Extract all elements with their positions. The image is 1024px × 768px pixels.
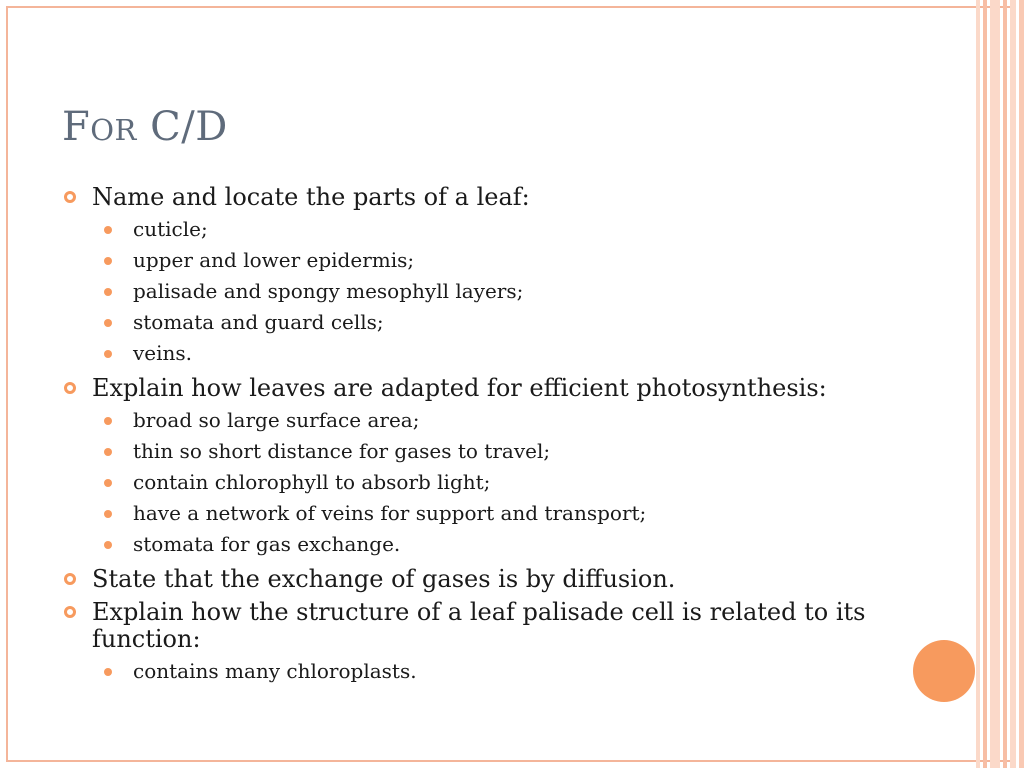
title-initial: F xyxy=(62,104,91,150)
bullet-text: Explain how leaves are adapted for efficient photosynthesis: xyxy=(92,374,827,402)
sub-bullet-list xyxy=(62,656,882,687)
bullet-item xyxy=(62,566,882,593)
sub-bullet-text: palisade and spongy mesophyll layers; xyxy=(133,279,524,303)
dot-bullet-icon xyxy=(104,668,112,676)
ring-bullet-icon xyxy=(64,191,76,203)
ring-bullet-icon xyxy=(64,573,76,585)
decorative-stripe xyxy=(1003,0,1007,768)
sub-bullet-list xyxy=(62,405,882,560)
ring-bullet-icon xyxy=(64,606,76,618)
dot-bullet-icon xyxy=(104,479,112,487)
sub-bullet-item xyxy=(62,307,882,338)
decorative-stripe xyxy=(1019,0,1024,768)
sub-bullet-text: cuticle; xyxy=(133,217,208,241)
sub-bullet-item xyxy=(62,436,882,467)
ring-bullet-icon xyxy=(64,382,76,394)
dot-bullet-icon xyxy=(104,288,112,296)
sub-bullet-item xyxy=(62,529,882,560)
sub-bullet-text: veins. xyxy=(133,341,193,365)
sub-bullet-item xyxy=(62,276,882,307)
sub-bullet-list xyxy=(62,214,882,369)
decorative-stripe xyxy=(976,0,980,768)
sub-bullet-text: upper and lower epidermis; xyxy=(133,248,415,272)
bullet-text: State that the exchange of gases is by diffusion. xyxy=(92,565,676,593)
sub-bullet-item xyxy=(62,467,882,498)
bullet-item xyxy=(62,184,882,211)
title-rest: C/D xyxy=(136,104,228,150)
decorative-circle xyxy=(913,640,975,702)
frame-top-line xyxy=(8,6,1016,8)
frame-left-line xyxy=(6,6,8,762)
bullet-item xyxy=(62,375,882,402)
sub-bullet-text: have a network of veins for support and transport; xyxy=(133,501,647,525)
dot-bullet-icon xyxy=(104,350,112,358)
sub-bullet-item xyxy=(62,245,882,276)
dot-bullet-icon xyxy=(104,226,112,234)
dot-bullet-icon xyxy=(104,448,112,456)
sub-bullet-text: contains many chloroplasts. xyxy=(133,659,417,683)
title-smallcaps: OR xyxy=(90,113,137,147)
sub-bullet-text: thin so short distance for gases to travel; xyxy=(133,439,551,463)
bullet-text: Name and locate the parts of a leaf: xyxy=(92,183,530,211)
sub-bullet-item xyxy=(62,656,882,687)
decorative-stripe xyxy=(1010,0,1016,768)
dot-bullet-icon xyxy=(104,319,112,327)
decorative-stripe xyxy=(983,0,987,768)
bullet-text: Explain how the structure of a leaf palisade cell is related to its function: xyxy=(92,598,866,653)
bullet-item xyxy=(62,599,882,653)
dot-bullet-icon xyxy=(104,257,112,265)
frame-bottom-line xyxy=(8,760,1016,762)
slide-title xyxy=(62,104,228,150)
dot-bullet-icon xyxy=(104,510,112,518)
sub-bullet-text: contain chlorophyll to absorb light; xyxy=(133,470,491,494)
sub-bullet-text: stomata and guard cells; xyxy=(133,310,384,334)
dot-bullet-icon xyxy=(104,417,112,425)
decorative-stripe xyxy=(990,0,1000,768)
bullet-list xyxy=(62,178,882,689)
sub-bullet-item xyxy=(62,498,882,529)
sub-bullet-item xyxy=(62,405,882,436)
sub-bullet-text: stomata for gas exchange. xyxy=(133,532,401,556)
sub-bullet-item xyxy=(62,338,882,369)
sub-bullet-item xyxy=(62,214,882,245)
sub-bullet-text: broad so large surface area; xyxy=(133,408,420,432)
dot-bullet-icon xyxy=(104,541,112,549)
